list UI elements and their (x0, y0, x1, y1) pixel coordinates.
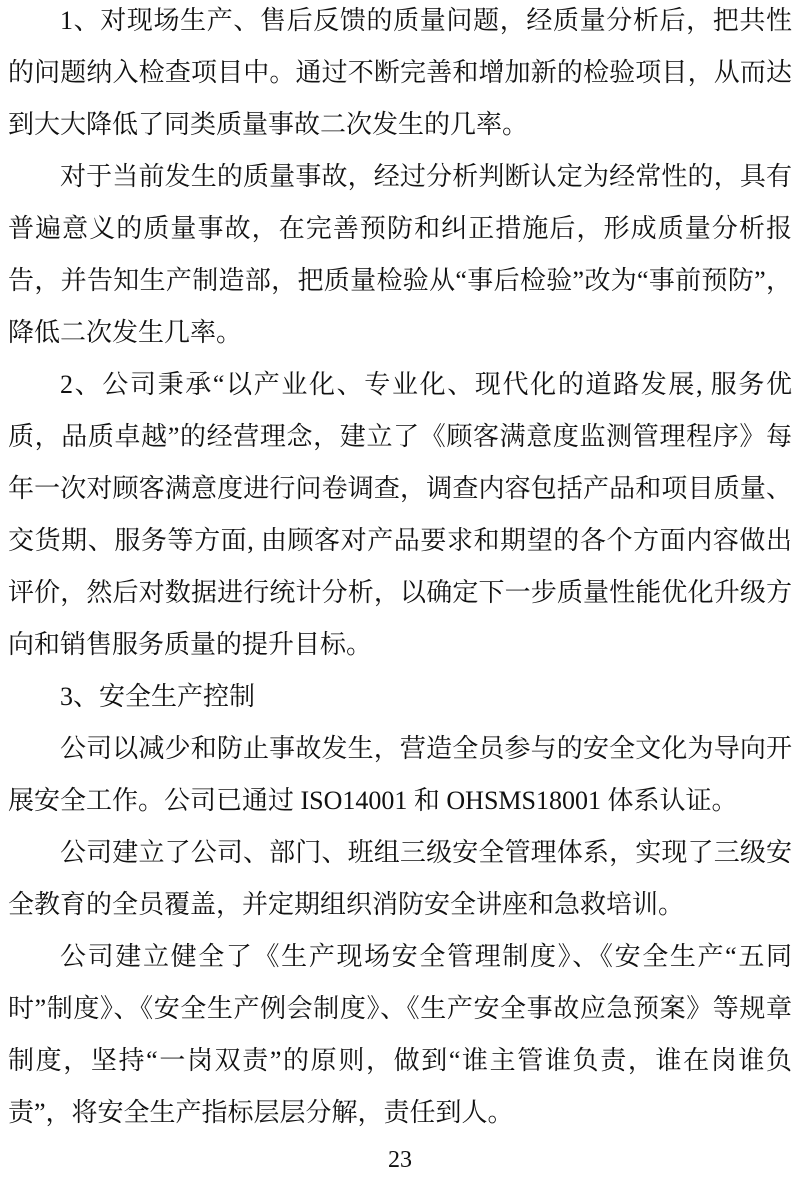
paragraph: 3、安全生产控制 (60, 682, 256, 711)
paragraph: 2、公司秉承“以产业化、专业化、现代化的道路发展, 服务优质，品质卓越”的经营理念，建立了《顾客满意度监测管理程序》每年一次对顾客满意度进行问卷调查，调查内容包括产品和项目质量、交货期、服务等方面, 由顾客对产品要求和期望的各个方面内容做出评价，然后对数据进行统计分析，以确定下一步质量性能优化升级方向和销售服务质量的提升目标。 (8, 370, 792, 659)
paragraph: 公司建立了公司、部门、班组三级安全管理体系，实现了三级安全教育的全员覆盖，并定期组织消防安全讲座和急救培训。 (8, 838, 792, 919)
paragraph: 1、对现场生产、售后反馈的质量问题，经质量分析后，把共性的问题纳入检查项目中。通过不断完善和增加新的检验项目，从而达到大大降低了同类质量事故二次发生的几率。 (8, 6, 792, 139)
paragraph: 公司以减少和防止事故发生，营造全员参与的安全文化为导向开展安全工作。公司已通过 ISO14001 和 OHSMS18001 体系认证。 (8, 734, 792, 815)
paragraph: 对于当前发生的质量事故，经过分析判断认定为经常性的，具有普遍意义的质量事故，在完善预防和纠正措施后，形成质量分析报告，并告知生产制造部，把质量检验从“事后检验”改为“事前预防”，降低二次发生几率。 (8, 162, 792, 347)
document-body (8, 0, 792, 1139)
page-number: 23 (388, 1147, 412, 1173)
paragraph: 公司建立健全了《生产现场安全管理制度》、《安全生产“五同时”制度》、《安全生产例会制度》、《生产安全事故应急预案》等规章制度，坚持“一岗双责”的原则，做到“谁主管谁负责，谁在岗谁负责”，将安全生产指标层层分解，责任到人。 (8, 942, 792, 1127)
